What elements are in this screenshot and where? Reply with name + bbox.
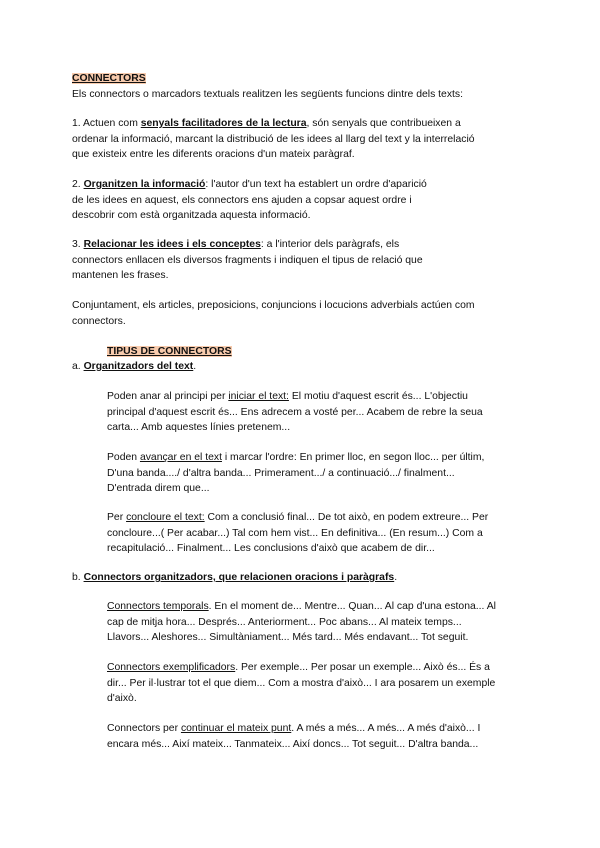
conclusion-paragraph	[72, 298, 532, 329]
underlined-term: Connectors temporals	[107, 601, 209, 612]
paragraph-line: concloure...( Per acabar...) Tal com hem vist... En definitiva... (En resum...) Com a	[107, 527, 483, 539]
title-text: CONNECTORS	[72, 73, 146, 84]
paragraph-line: Poden avançar en el text i marcar l'ordre: En primer lloc, en segon lloc... per últim,	[107, 452, 485, 463]
section-b-label: Connectors organitzadors, que relacionen oracions i paràgrafs	[83, 572, 395, 583]
paragraph-line: recapitulació... Finalment... Les conclusions d'això que acabem de dir...	[107, 543, 435, 554]
paragraph-line: encara més... Així mateix... Tanmateix... Així doncs... Tot seguit... D'altra banda...	[107, 738, 479, 750]
function-key: Organitzen la informació	[83, 179, 206, 190]
section-b-paragraph-3	[107, 721, 532, 752]
function-line: descobrir com està organitzada aquesta informació.	[72, 210, 311, 221]
function-line: que existeix entre les diferents oracions d'un mateix paràgraf.	[72, 149, 355, 160]
function-line: 1. Actuen com senyals facilitadores de la lectura, són senyals que contribueixen a	[72, 118, 461, 129]
function-line: 3. Relacionar les idees i els conceptes: a l'interior dels paràgrafs, els	[72, 239, 400, 250]
function-line: ordenar la informació, marcant la distribució de les idees al llarg del text y la interrelació	[72, 133, 475, 145]
paragraph-line: d'això.	[107, 693, 137, 704]
function-item-3	[72, 237, 532, 284]
paragraph-line: principal d'aquest escrit és... Ens adrecem a vosté per... Acabem de rebre la seua	[107, 406, 483, 418]
paragraph-line: Connectors per continuar el mateix punt. A més a més... A més... A més d'això... I	[107, 723, 481, 734]
underlined-term: iniciar el text:	[228, 391, 289, 402]
function-key: Relacionar les idees i els conceptes	[83, 239, 261, 250]
section-a-paragraph-3	[107, 510, 532, 557]
function-key: senyals facilitadores de la lectura	[140, 118, 307, 129]
paragraph-line: carta... Amb aquestes línies pretenem...	[107, 422, 291, 433]
paragraph-line: Llavors... Aleshores... Simultàniament... Més tard... Més endavant... Tot seguit.	[107, 632, 469, 643]
intro-text: Els connectors o marcadors textuals realitzen les següents funcions dintre dels texts:	[72, 89, 463, 100]
underlined-term: Connectors exemplificadors	[107, 662, 236, 673]
section-b-paragraph-1	[107, 599, 532, 646]
section-b-paragraph-2	[107, 660, 532, 707]
function-item-2	[72, 177, 532, 224]
conclusion-line: Conjuntament, els articles, preposicions, conjuncions i locucions adverbials actúen com	[72, 300, 475, 311]
types-heading	[107, 344, 567, 360]
section-a-heading: a. Organitzadors del text.	[72, 361, 197, 372]
section-a-label: Organitzadors del text	[83, 361, 194, 372]
types-title-text: TIPUS DE CONNECTORS	[107, 346, 232, 357]
underlined-term: continuar el mateix punt	[180, 723, 292, 734]
paragraph-line: D'entrada direm que...	[107, 483, 210, 494]
section-b-heading: b. Connectors organitzadors, que relacionen oracions i paràgrafs.	[72, 572, 398, 583]
section-a-paragraph-2	[107, 450, 532, 497]
paragraph-line: Connectors exemplificadors. Per exemple... Per posar un exemple... Això és... És a	[107, 662, 490, 673]
function-line: connectors enllacen els diversos fragments i indiquen el tipus de relació que	[72, 254, 423, 266]
function-line: de les idees en aquest, els connectors ens ajuden a copsar aquest ordre i	[72, 194, 412, 206]
function-line: mantenen les frases.	[72, 270, 169, 281]
document-title	[72, 71, 532, 87]
paragraph-line: cap de mitja hora... Després... Anteriorment... Poc abans... Al mateix temps...	[107, 616, 462, 628]
conclusion-line: connectors.	[72, 315, 126, 327]
paragraph-line: Connectors temporals. En el moment de... Mentre... Quan... Al cap d'una estona... Al	[107, 601, 496, 612]
function-item-1	[72, 116, 532, 163]
underlined-term: avançar en el text	[139, 452, 222, 463]
paragraph-line: D'una banda..../ d'altra banda... Primerament.../ a continuació.../ finalment...	[107, 467, 455, 479]
function-line: 2. Organitzen la informació: l'autor d'un text ha establert un ordre d'aparició	[72, 179, 427, 190]
paragraph-line: Per concloure el text: Com a conclusió final... De tot això, en podem extreure... Per	[107, 512, 489, 523]
section-a-paragraph-1	[107, 389, 532, 436]
paragraph-line: dir... Per il·lustrar tot el que diem... Com a mostra d'això... I ara posarem un exemple	[107, 677, 496, 689]
underlined-term: concloure el text:	[126, 512, 205, 523]
paragraph-line: Poden anar al principi per iniciar el text: El motiu d'aquest escrit és... L'objectiu	[107, 391, 468, 402]
